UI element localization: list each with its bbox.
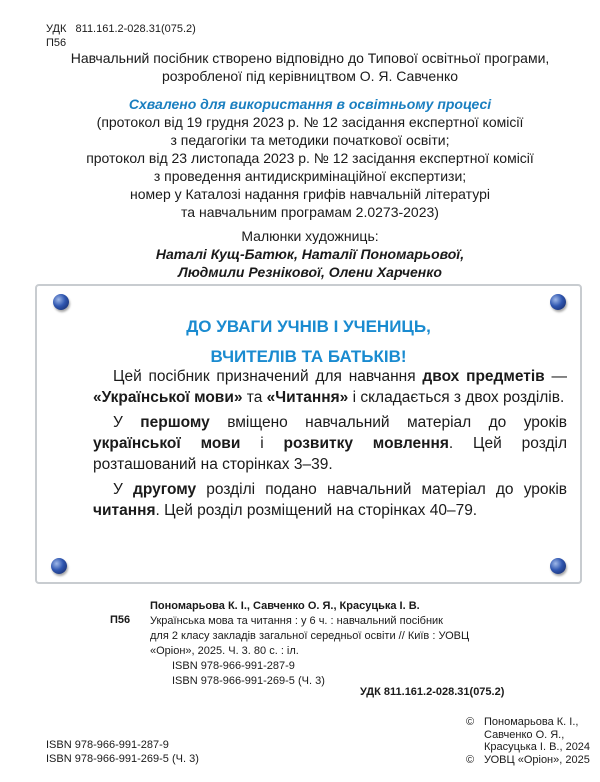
notice-paragraph-subjects (93, 366, 567, 408)
catalog-isbn: ISBN 978-966-991-269-5 (Ч. 3) (172, 675, 325, 687)
text: . Цей розділ розміщений на сторінках 40–79. (155, 502, 478, 519)
illustrators-names: Наталі Кущ-Батюк, Наталії Пономарьової, (155, 246, 465, 262)
catalog-authors: Пономарьова К. І., Савченко О. Я., Красуцька І. В. (150, 600, 420, 612)
copyright-line: Савченко О. Я., (484, 728, 565, 741)
intro-statement (40, 49, 580, 85)
approval-line: та навчальним програмам 2.0273-2023) (181, 204, 439, 220)
catalog-code-top: П56 (46, 37, 67, 49)
emphasis: читання (93, 502, 156, 519)
emphasis: «Української мови» (93, 389, 243, 406)
notice-paragraph-first-part (93, 412, 567, 475)
text: і (240, 435, 284, 452)
notice-title-line: ВЧИТЕЛІВ ТА БАТЬКІВ! (210, 347, 407, 366)
text: розділі подано навчальний матеріал до уроків (196, 481, 567, 498)
isbn-line: ISBN 978-966-991-287-9 (46, 739, 169, 751)
text: У (113, 414, 141, 431)
catalog-desc-line: для 2 класу закладів загальної середньої освіти // Київ : УОВЦ (150, 630, 470, 642)
notice-title-line: ДО УВАГИ УЧНІВ І УЧЕНИЦЬ, (186, 317, 431, 336)
illustrators-names: Людмили Резнікової, Олени Харченко (178, 264, 442, 280)
catalog-desc-line: «Оріон», 2025. Ч. 3. 80 с. : іл. (150, 645, 299, 657)
emphasis: «Читання» (266, 389, 349, 406)
text: та (242, 389, 267, 406)
catalog-isbn: ISBN 978-966-991-287-9 (172, 660, 295, 672)
pushpin-icon (51, 558, 67, 574)
catalog-code: П56 (110, 614, 131, 626)
notice-board (35, 284, 582, 584)
copyright-icon: © (466, 716, 475, 728)
text: вміщено навчальний матеріал до уроків (209, 414, 568, 431)
illustrators-block (40, 227, 580, 281)
intro-line: Навчальний посібник створено відповідно до Типової освітньої програми, (70, 50, 550, 66)
catalog-udc: УДК 811.161.2-028.31(075.2) (360, 686, 505, 698)
isbn-block (46, 738, 199, 766)
notice-title (37, 312, 580, 372)
approval-line: з педагогіки та методики початкової освіти; (170, 132, 450, 148)
copyright-line: УОВЦ «Оріон», 2025 (484, 753, 590, 766)
text: Цей посібник призначений для навчання (113, 368, 423, 385)
approval-block (40, 95, 580, 221)
emphasis: української мови (93, 435, 241, 452)
approval-line: з проведення антидискримінаційної експертизи; (153, 168, 467, 184)
approval-line: номер у Каталозі надання грифів навчальній літературі (130, 186, 490, 202)
emphasis: першому (140, 414, 210, 431)
udc-header (46, 22, 196, 50)
catalog-record (110, 599, 540, 689)
illustrators-label: Малюнки художниць: (241, 228, 379, 244)
text: . Цей розділ розташований на сторінках 3–39. (93, 435, 568, 473)
notice-paragraph-second-part (93, 479, 567, 521)
pushpin-icon (53, 294, 69, 310)
copyright-line: Пономарьова К. І., (484, 716, 579, 728)
copyright-icon: © (466, 753, 475, 766)
approval-title: Схвалено для використання в освітньому процесі (128, 96, 492, 112)
emphasis: другому (133, 481, 197, 498)
emphasis: двох предметів (422, 368, 545, 385)
text: і складається з двох розділів. (348, 389, 565, 406)
udc-code-top: УДК 811.161.2-028.31(075.2) (46, 23, 196, 35)
copyright-block (466, 716, 590, 766)
text: У (113, 481, 134, 498)
pushpin-icon (550, 294, 566, 310)
notice-body (93, 366, 567, 525)
intro-line: розробленої під керівництвом О. Я. Савченко (161, 68, 459, 84)
catalog-desc-line: Українська мова та читання : у 6 ч. : навчальний посібник (150, 615, 443, 627)
approval-line: (протокол від 19 грудня 2023 р. № 12 засідання експертної комісії (96, 114, 524, 130)
approval-line: протокол від 23 листопада 2023 р. № 12 засідання експертної комісії (86, 150, 534, 166)
text: — (544, 368, 567, 385)
isbn-line: ISBN 978-966-991-269-5 (Ч. 3) (46, 753, 199, 765)
pushpin-icon (550, 558, 566, 574)
emphasis: розвитку мовлення (283, 435, 449, 452)
copyright-line: Красуцька І. В., 2024 (484, 741, 591, 753)
